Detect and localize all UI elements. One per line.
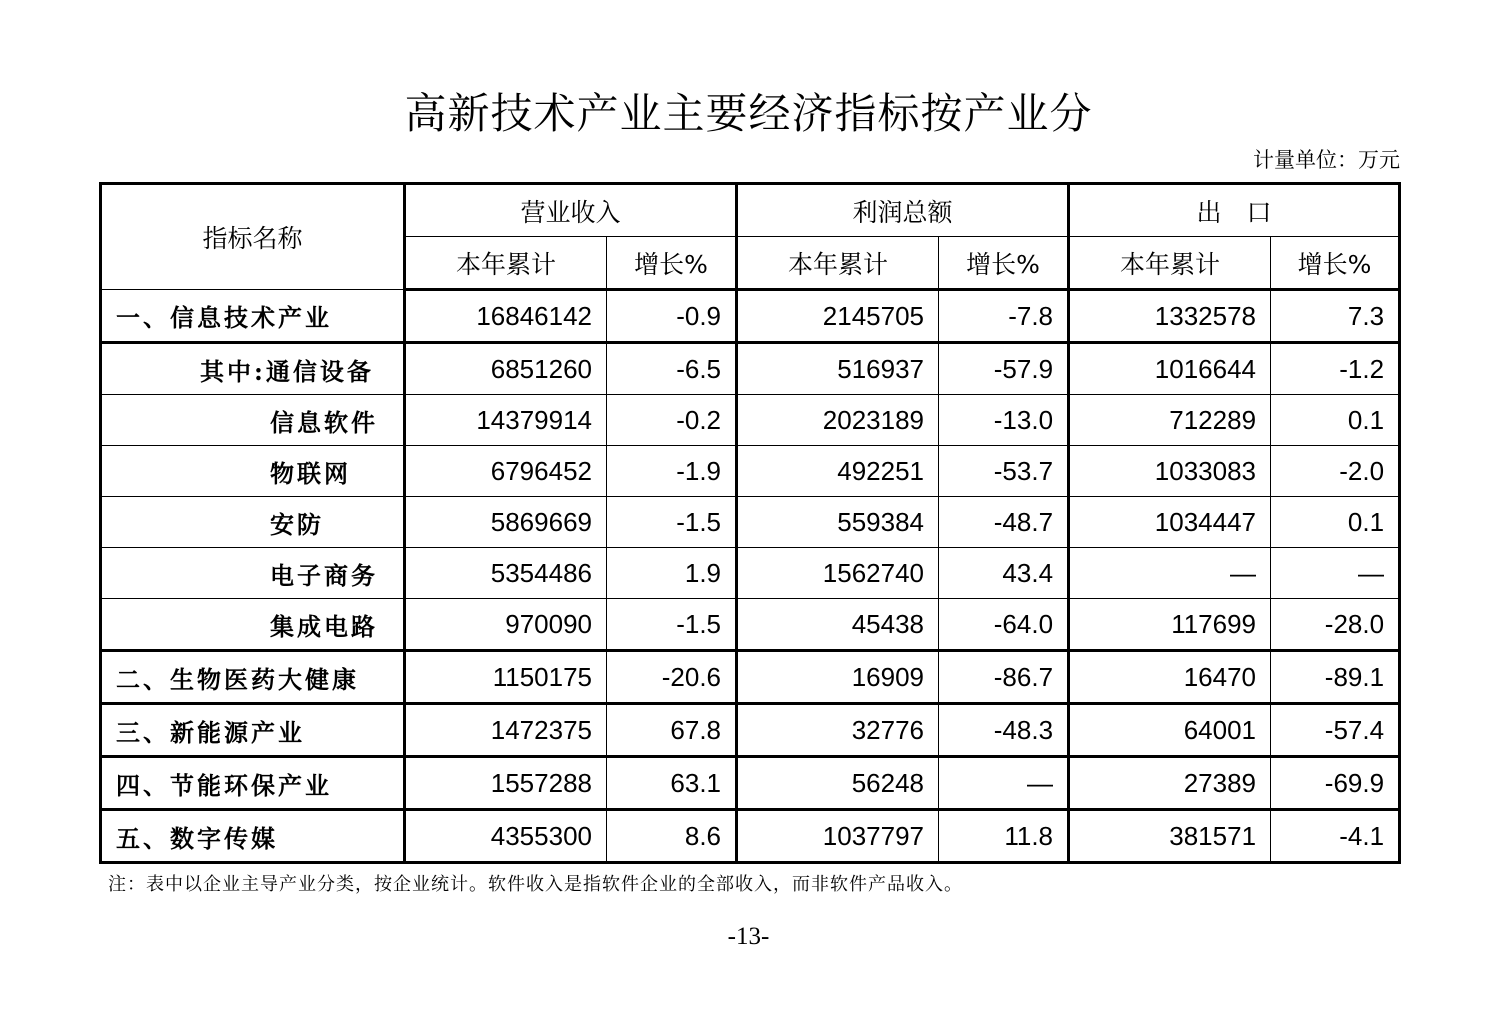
cell-revenue-ytd: 5869669 [405, 497, 607, 548]
cell-profit-ytd: 2145705 [737, 290, 939, 343]
row-label: 二、生物医药大健康 [101, 651, 405, 704]
cell-profit-ytd: 492251 [737, 446, 939, 497]
cell-export-growth: -2.0 [1271, 446, 1400, 497]
cell-profit-ytd: 2023189 [737, 395, 939, 446]
cell-profit-growth: -48.3 [939, 704, 1069, 757]
cell-export-growth: -69.9 [1271, 757, 1400, 810]
cell-export-ytd: 712289 [1069, 395, 1271, 446]
cell-profit-ytd: 56248 [737, 757, 939, 810]
footnote: 注：表中以企业主导产业分类，按企业统计。软件收入是指软件企业的全部收入，而非软件产品收入。 [108, 874, 963, 895]
cell-revenue-ytd: 1150175 [405, 651, 607, 704]
header-revenue: 营业收入 [405, 184, 737, 237]
header-profit: 利润总额 [737, 184, 1069, 237]
cell-profit-growth: -53.7 [939, 446, 1069, 497]
cell-export-growth: -1.2 [1271, 343, 1400, 395]
cell-export-growth: — [1271, 548, 1400, 599]
cell-revenue-growth: 67.8 [607, 704, 737, 757]
cell-profit-growth: 43.4 [939, 548, 1069, 599]
row-integrated-circuit [101, 599, 1400, 651]
row-label: 四、节能环保产业 [101, 757, 405, 810]
cell-export-ytd: 27389 [1069, 757, 1271, 810]
cell-revenue-ytd: 6851260 [405, 343, 607, 395]
cell-export-growth: 0.1 [1271, 497, 1400, 548]
cell-revenue-ytd: 5354486 [405, 548, 607, 599]
row-label: 信息软件 [101, 395, 405, 446]
cell-profit-ytd: 559384 [737, 497, 939, 548]
cell-export-ytd: 1016644 [1069, 343, 1271, 395]
row-info-tech [101, 290, 1400, 343]
row-info-software [101, 395, 1400, 446]
page-number: -13- [727, 923, 770, 950]
cell-revenue-ytd: 970090 [405, 599, 607, 651]
cell-profit-ytd: 16909 [737, 651, 939, 704]
cell-export-ytd: 1034447 [1069, 497, 1271, 548]
row-security [101, 497, 1400, 548]
cell-revenue-ytd: 6796452 [405, 446, 607, 497]
cell-revenue-growth: 8.6 [607, 810, 737, 863]
header-export-growth: 增长% [1271, 237, 1400, 290]
indicator-table [99, 182, 1401, 864]
row-iot [101, 446, 1400, 497]
cell-profit-growth: -64.0 [939, 599, 1069, 651]
cell-revenue-growth: -0.9 [607, 290, 737, 343]
cell-export-ytd: 117699 [1069, 599, 1271, 651]
row-label: 物联网 [101, 446, 405, 497]
cell-revenue-growth: 63.1 [607, 757, 737, 810]
header-export-ytd: 本年累计 [1069, 237, 1271, 290]
row-new-energy [101, 704, 1400, 757]
cell-revenue-growth: -1.9 [607, 446, 737, 497]
row-label: 电子商务 [101, 548, 405, 599]
row-label: 其中:通信设备 [101, 343, 405, 395]
cell-profit-growth: — [939, 757, 1069, 810]
cell-export-ytd: 16470 [1069, 651, 1271, 704]
unit-label: 计量单位：万元 [1253, 148, 1400, 172]
cell-profit-ytd: 1562740 [737, 548, 939, 599]
row-label: 五、数字传媒 [101, 810, 405, 863]
cell-export-ytd: 381571 [1069, 810, 1271, 863]
row-digital-media [101, 810, 1400, 863]
cell-revenue-growth: -6.5 [607, 343, 737, 395]
row-label: 三、新能源产业 [101, 704, 405, 757]
page-title: 高新技术产业主要经济指标按产业分 [404, 89, 1093, 138]
cell-revenue-growth: -20.6 [607, 651, 737, 704]
header-profit-ytd: 本年累计 [737, 237, 939, 290]
cell-profit-ytd: 32776 [737, 704, 939, 757]
cell-revenue-ytd: 14379914 [405, 395, 607, 446]
cell-profit-growth: 11.8 [939, 810, 1069, 863]
cell-revenue-ytd: 1472375 [405, 704, 607, 757]
cell-export-ytd: 1033083 [1069, 446, 1271, 497]
cell-profit-growth: -13.0 [939, 395, 1069, 446]
cell-revenue-growth: 1.9 [607, 548, 737, 599]
cell-revenue-ytd: 1557288 [405, 757, 607, 810]
row-biomed-health [101, 651, 1400, 704]
header-revenue-growth: 增长% [607, 237, 737, 290]
cell-export-ytd: — [1069, 548, 1271, 599]
table-header [101, 184, 1400, 290]
cell-export-ytd: 64001 [1069, 704, 1271, 757]
row-label: 集成电路 [101, 599, 405, 651]
cell-export-growth: 7.3 [1271, 290, 1400, 343]
cell-revenue-growth: -1.5 [607, 599, 737, 651]
cell-profit-growth: -57.9 [939, 343, 1069, 395]
header-indicator-name: 指标名称 [101, 184, 405, 290]
row-label: 一、信息技术产业 [101, 290, 405, 343]
row-label: 安防 [101, 497, 405, 548]
cell-export-growth: 0.1 [1271, 395, 1400, 446]
cell-profit-ytd: 1037797 [737, 810, 939, 863]
cell-export-growth: -89.1 [1271, 651, 1400, 704]
header-profit-growth: 增长% [939, 237, 1069, 290]
cell-revenue-ytd: 16846142 [405, 290, 607, 343]
cell-export-growth: -28.0 [1271, 599, 1400, 651]
cell-export-growth: -57.4 [1271, 704, 1400, 757]
cell-export-ytd: 1332578 [1069, 290, 1271, 343]
row-telecom-equipment [101, 343, 1400, 395]
cell-export-growth: -4.1 [1271, 810, 1400, 863]
cell-profit-growth: -86.7 [939, 651, 1069, 704]
cell-profit-growth: -7.8 [939, 290, 1069, 343]
cell-revenue-ytd: 4355300 [405, 810, 607, 863]
header-revenue-ytd: 本年累计 [405, 237, 607, 290]
header-export: 出 口 [1069, 184, 1400, 237]
cell-revenue-growth: -0.2 [607, 395, 737, 446]
row-energy-saving [101, 757, 1400, 810]
table-body [101, 290, 1400, 863]
row-ecommerce [101, 548, 1400, 599]
cell-profit-ytd: 516937 [737, 343, 939, 395]
cell-revenue-growth: -1.5 [607, 497, 737, 548]
cell-profit-ytd: 45438 [737, 599, 939, 651]
cell-profit-growth: -48.7 [939, 497, 1069, 548]
